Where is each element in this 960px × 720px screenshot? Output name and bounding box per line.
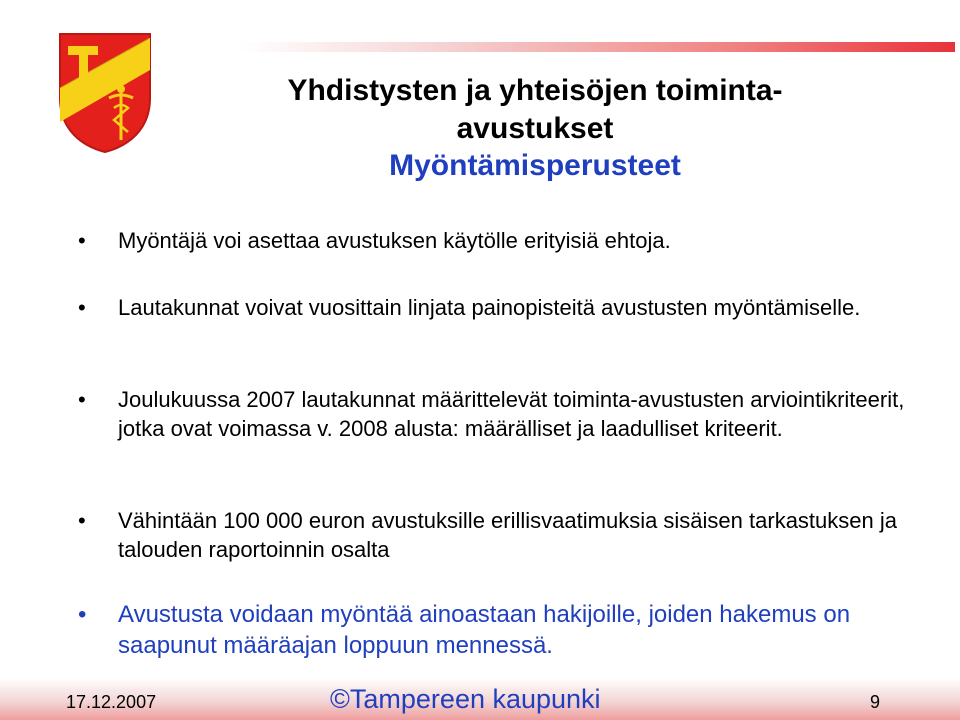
footer-organization: ©Tampereen kaupunki — [330, 684, 601, 714]
bullet-text: Myöntäjä voi asettaa avustuksen käytölle erityisiä ehtoja. — [118, 228, 671, 253]
bullet-marker: • — [78, 601, 87, 628]
bullet-marker: • — [78, 508, 86, 533]
bullet-text: Joulukuussa 2007 lautakunnat määrittelevät toiminta-avustusten arviointikriteerit, jotka ovat voimassa v. 2008 alusta: määrälliset ja laadulliset kriteerit. — [118, 387, 905, 441]
bullet-text: Vähintään 100 000 euron avustuksille erillisvaatimuksia sisäisen tarkastuksen ja talouden raportoinnin osalta — [118, 508, 897, 562]
bullet-marker: • — [78, 295, 86, 320]
slide-subtitle: Myöntämisperusteet — [389, 149, 681, 182]
bullet-marker: • — [78, 387, 86, 412]
bullet-text: Lautakunnat voivat vuosittain linjata painopisteitä avustusten myöntämiselle. — [118, 295, 861, 320]
tampere-coat-of-arms-icon — [58, 32, 152, 154]
page-number: 9 — [870, 692, 881, 712]
bullet-text: Avustusta voidaan myöntää ainoastaan hakijoille, joiden hakemus on saapunut määräajan loppuun mennessä. — [118, 601, 851, 659]
slide-title: Yhdistysten ja yhteisöjen toiminta-avustukset — [287, 74, 783, 145]
footer-date: 17.12.2007 — [66, 692, 157, 712]
header-gradient-bar — [240, 42, 955, 52]
bullet-marker: • — [78, 228, 86, 253]
